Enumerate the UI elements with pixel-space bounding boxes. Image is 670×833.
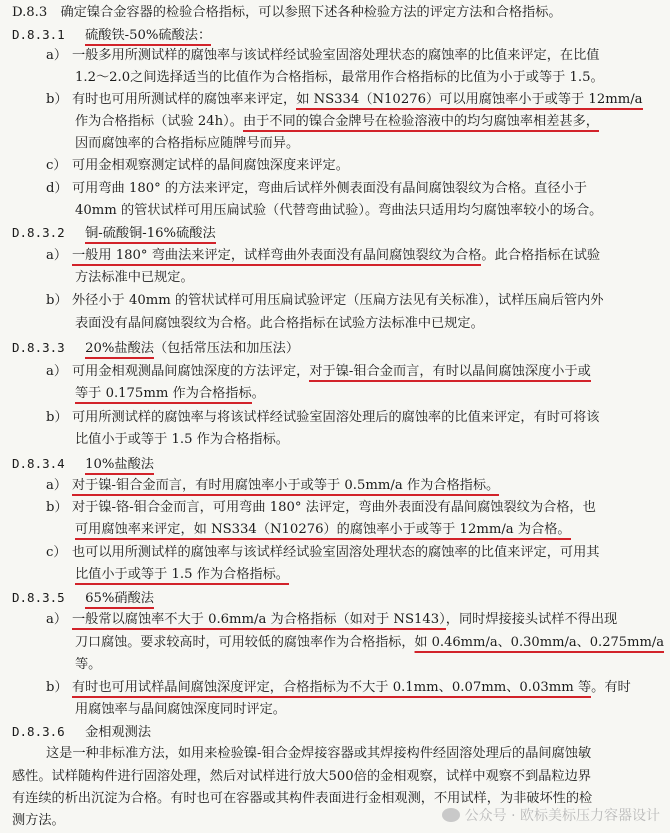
list-item: a） 一般多用所测试样的腐蚀率与该试样经试验室固溶处理状态的腐蚀率的比值来评定，在比值	[46, 48, 600, 63]
list-item: b） 有时也可用试样晶间腐蚀深度评定，合格指标为不大于 0.1mm、0.07mm、0.03mm 等。有时	[46, 677, 631, 698]
section-heading-6: D.8.3.6 金相观测法	[12, 724, 152, 740]
list-item-cont: 刀口腐蚀。要求较高时，可用较低的腐蚀率作为合格指标，如 0.46mm/a、0.30mm/a、0.275mm/a	[75, 632, 664, 653]
section-heading-4: D.8.3.4 10%盐酸法	[12, 453, 154, 475]
list-item: a） 对于镍-钼合金而言，有时用腐蚀率小于或等于 0.5mm/a 作为合格指标。	[46, 475, 499, 496]
list-item: b） 对于镍-铬-钼合金而言，可用弯曲 180° 法评定，弯曲外表面没有晶间腐蚀裂纹为合格，也	[46, 500, 596, 515]
list-item-cont: 比值小于或等于 1.5 作为合格指标。	[75, 432, 289, 447]
list-item: b） 外径小于 40mm 的管状试样可用压扁试验评定（压扁方法见有关标准），试样压扁后管内外	[46, 293, 604, 308]
paragraph-line: 这是一种非标准方法，如用来检验镍-钼合金焊接容器或其焊接构件经固溶处理后的晶间腐蚀敏	[46, 746, 592, 761]
list-item: c） 可用金相观察测定试样的晶间腐蚀深度来评定。	[46, 158, 349, 173]
list-item: c） 也可以用所测试样的腐蚀率与该试样经试验室固溶处理状态的腐蚀率的比值来评定，可用其	[46, 545, 600, 560]
paragraph-line: 测方法。	[12, 813, 65, 828]
list-item-cont: 用腐蚀率与晶间腐蚀深度同时评定。	[75, 702, 286, 717]
section-title-5: 65%硝酸法	[85, 591, 154, 609]
watermark: 公众号 · 欧标美标压力容器设计	[442, 806, 660, 827]
list-item-cont: 作为合格指标（试验 24h）。由于不同的镍合金牌号在检验溶液中的均匀腐蚀率相差甚多，	[75, 111, 599, 132]
wechat-icon	[442, 808, 460, 822]
list-item: a） 一般常以腐蚀率不大于 0.6mm/a 为合格指标（如对于 NS143），同时焊接接头试样不得出现	[46, 609, 617, 630]
list-item-cont: 表面没有晶间腐蚀裂纹为合格。此合格指标在试验方法标准中已规定。	[75, 316, 484, 331]
section-heading-5: D.8.3.5 65%硝酸法	[12, 587, 154, 609]
section-heading-1: D.8.3.1 硫酸铁-50%硫酸法：	[12, 24, 211, 46]
list-item-cont: 因而腐蚀率的合格指标应随牌号而异。	[75, 136, 300, 151]
list-item: d） 可用弯曲 180° 的方法来评定，弯曲后试样外侧表面没有晶间腐蚀裂纹为合格。直径小于	[46, 181, 587, 196]
list-item-cont: 1.2～2.0之间选择适当的比值作为合格指标，最常用作合格指标的比值为小于或等于 1.5。	[75, 70, 604, 85]
list-item-cont: 等于 0.175mm 作为合格指标。	[75, 383, 265, 404]
section-heading-3: D.8.3.3 20%盐酸法（包括常压法和加压法）	[12, 337, 299, 359]
list-item-cont: 40mm 的管状试样可用压扁试验（代替弯曲试验）。弯曲法只适用均匀腐蚀率较小的场合。	[75, 203, 603, 218]
list-item-cont: 等。	[75, 657, 102, 672]
list-item: b） 有时也可用所测试样的腐蚀率来评定，如 NS334（N10276）可以用腐蚀率小于或等于 12mm/a	[46, 89, 643, 110]
paragraph-line: 感性。试样随构件进行固溶处理，然后对试样进行放大500倍的金相观察，试样中观察不到晶粒边界	[12, 769, 592, 784]
paragraph-line: 有连续的析出沉淀为合格。有时也可在容器或其构件表面进行金相观测，不用试样，为非破坏性的检	[12, 791, 593, 806]
section-title-6: 金相观测法	[85, 725, 152, 740]
section-heading-2: D.8.3.2 铜-硫酸铜-16%硫酸法	[12, 222, 216, 244]
list-item-cont: 方法标准中已规定。	[75, 270, 194, 285]
section-title-3: 20%盐酸法	[85, 341, 154, 359]
section-title-4: 10%盐酸法	[85, 457, 154, 475]
list-item: a） 一般用 180° 弯曲法来评定，试样弯曲外表面没有晶间腐蚀裂纹为合格。此合格指标在试验	[46, 245, 600, 266]
list-item-cont: 比值小于或等于 1.5 作为合格指标。	[75, 564, 289, 585]
section-title-1: 硫酸铁-50%硫酸法：	[85, 28, 211, 46]
clause-intro: D.8.3 确定镍合金容器的检验合格指标，可以参照下述各种检验方法的评定方法和合格指标。	[12, 5, 562, 20]
list-item-cont: 可用腐蚀率来评定，如 NS334（N10276）的腐蚀率小于或等于 12mm/a 为合格。	[75, 519, 571, 540]
section-title-2: 铜-硫酸铜-16%硫酸法	[85, 226, 216, 244]
list-item: b） 可用所测试样的腐蚀率与将该试样经试验室固溶处理后的腐蚀率的比值来评定，有时可将该	[46, 410, 600, 425]
list-item: a） 可用金相观测晶间腐蚀深度的方法评定，对于镍-钼合金而言，有时以晶间腐蚀深度小于或	[46, 361, 591, 382]
